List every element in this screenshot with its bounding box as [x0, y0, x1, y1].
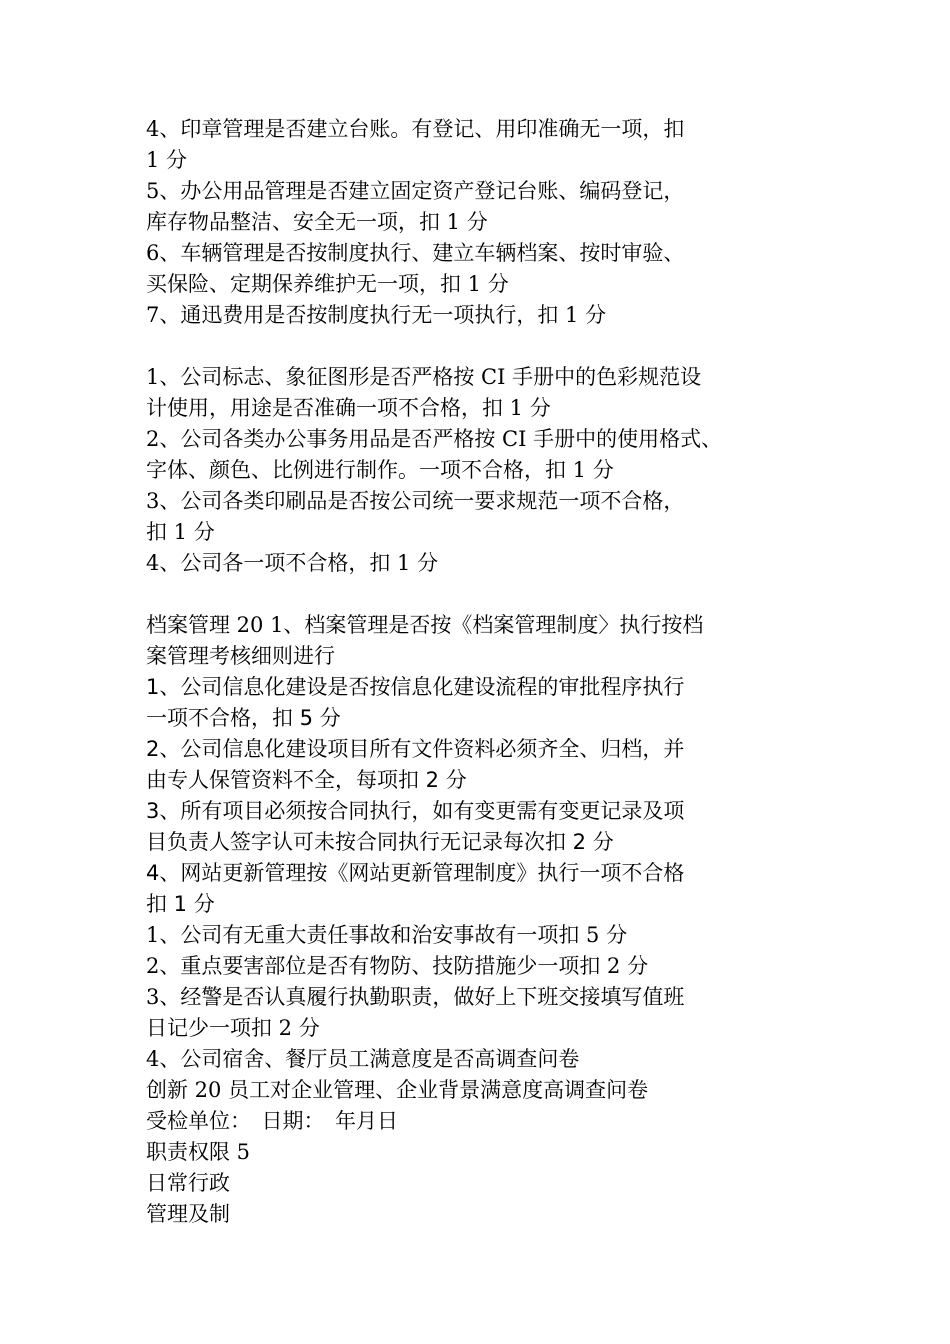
text-line: 案管理考核细则进行: [146, 644, 335, 668]
text-line: 2、公司各类办公事务用品是否严格按 CI 手册中的使用格式、: [146, 427, 723, 451]
text-line: 4、印章管理是否建立台账。有登记、用印准确无一项，扣: [146, 117, 685, 141]
text-line: 1、公司信息化建设是否按信息化建设流程的审批程序执行: [146, 675, 685, 699]
text-line: 创新 20 员工对企业管理、企业背景满意度高调查问卷: [146, 1078, 649, 1102]
blank-line: [146, 579, 836, 610]
text-line: 3、所有项目必须按合同执行，如有变更需有变更记录及项: [146, 799, 685, 823]
text-line: 4、网站更新管理按《网站更新管理制度》执行一项不合格: [146, 861, 685, 885]
text-line: 扣 1 分: [146, 520, 215, 544]
text-line: 日常行政: [146, 1171, 230, 1195]
text-line: 受检单位： 日期： 年月日: [146, 1109, 398, 1133]
text-line: 1、公司有无重大责任事故和治安事故有一项扣 5 分: [146, 923, 628, 947]
text-line: 1 分: [146, 148, 188, 172]
text-line: 目负责人签字认可未按合同执行无记录每次扣 2 分: [146, 830, 614, 854]
text-line: 6、车辆管理是否按制度执行、建立车辆档案、按时审验、: [146, 241, 685, 265]
text-line: 7、通迅费用是否按制度执行无一项执行，扣 1 分: [146, 303, 607, 327]
text-line: 2、重点要害部位是否有物防、技防措施少一项扣 2 分: [146, 954, 649, 978]
text-line: 管理及制: [146, 1202, 230, 1226]
text-line: 一项不合格，扣 5 分: [146, 706, 341, 730]
text-line: 由专人保管资料不全，每项扣 2 分: [146, 768, 467, 792]
text-line: 日记少一项扣 2 分: [146, 1016, 320, 1040]
text-line: 4、公司各一项不合格，扣 1 分: [146, 551, 439, 575]
text-line: 计使用，用途是否准确一项不合格，扣 1 分: [146, 396, 551, 420]
text-line: 档案管理 20 1、档案管理是否按《档案管理制度〉执行按档: [146, 613, 704, 637]
text-line: 3、公司各类印刷品是否按公司统一要求规范一项不合格，: [146, 489, 685, 513]
text-line: 买保险、定期保养维护无一项，扣 1 分: [146, 272, 509, 296]
text-line: 字体、颜色、比例进行制作。一项不合格，扣 1 分: [146, 458, 614, 482]
text-line: 库存物品整洁、安全无一项，扣 1 分: [146, 210, 488, 234]
text-line: 5、办公用品管理是否建立固定资产登记台账、编码登记，: [146, 179, 685, 203]
text-line: 职责权限 5: [146, 1140, 251, 1164]
text-line: 4、公司宿舍、餐厅员工满意度是否高调查问卷: [146, 1047, 580, 1071]
document-body: [146, 114, 836, 1230]
blank-line: [146, 331, 836, 362]
text-line: 3、经警是否认真履行执勤职责，做好上下班交接填写值班: [146, 985, 685, 1009]
text-line: 2、公司信息化建设项目所有文件资料必须齐全、归档，并: [146, 737, 685, 761]
text-line: 1、公司标志、象征图形是否严格按 CI 手册中的色彩规范设: [146, 365, 702, 389]
text-line: 扣 1 分: [146, 892, 215, 916]
